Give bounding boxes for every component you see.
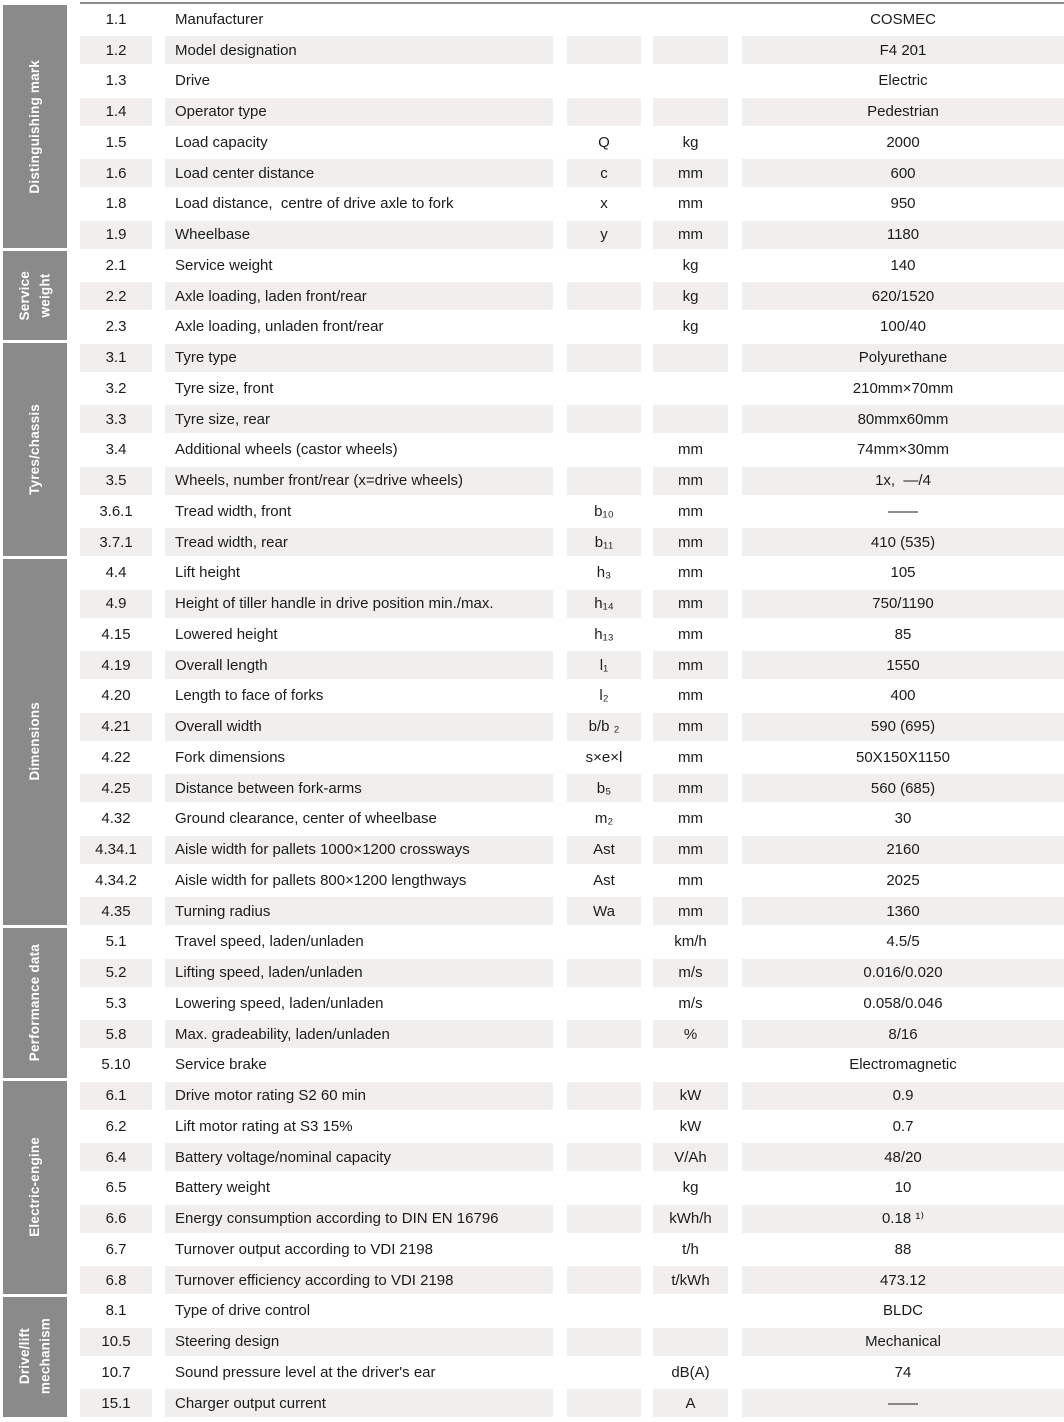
row-unit: mm — [678, 871, 703, 889]
row-code: 3.6.1 — [99, 502, 133, 520]
section-distinguishing-mark — [3, 5, 67, 248]
row-desc: Manufacturer — [175, 10, 264, 28]
row-value: 0.016/0.020 — [742, 959, 1064, 987]
row-symbol — [567, 375, 641, 403]
section-label: Distinguishing mark — [26, 59, 42, 194]
row-code: 3.4 — [105, 441, 127, 459]
section-service-weight — [3, 251, 67, 340]
row-desc: Sound pressure level at the driver's ear — [175, 1363, 436, 1381]
row-code: 2.1 — [105, 256, 127, 274]
row-desc: Distance between fork-arms — [165, 774, 553, 802]
row-symbol: l₁ — [567, 651, 641, 679]
row-unit: mm — [653, 774, 728, 802]
row-symbol: s×e×l — [585, 748, 623, 766]
row-unit: kWh/h — [653, 1205, 728, 1233]
row-code: 6.1 — [80, 1082, 152, 1110]
row-symbol: x — [600, 195, 608, 213]
row-symbol — [567, 36, 641, 64]
row-unit — [653, 1297, 728, 1325]
row-unit: mm — [653, 528, 728, 556]
row-desc: Turnover efficiency according to VDI 2198 — [165, 1266, 553, 1294]
row-value: 10 — [894, 1179, 912, 1197]
row-symbol — [567, 1328, 641, 1356]
row-unit — [653, 67, 728, 95]
row-code: 6.4 — [80, 1143, 152, 1171]
row-desc: Charger output current — [165, 1389, 553, 1417]
row-code: 5.1 — [105, 933, 127, 951]
row-unit: mm — [653, 836, 728, 864]
row-symbol — [567, 405, 641, 433]
row-desc: Steering design — [165, 1328, 553, 1356]
row-unit: mm — [653, 467, 728, 495]
row-symbol: y — [567, 221, 641, 249]
row-symbol — [567, 1236, 641, 1264]
row-code: 3.7.1 — [80, 528, 152, 556]
row-value: 80mmx60mm — [742, 405, 1064, 433]
row-symbol: h₁₃ — [594, 625, 614, 643]
row-value: —— — [742, 1389, 1064, 1417]
row-symbol — [567, 1143, 641, 1171]
row-desc: Height of tiller handle in drive position min./max. — [165, 590, 553, 618]
row-code: 1.9 — [80, 221, 152, 249]
row-desc: Service weight — [175, 256, 273, 274]
row-symbol: b₅ — [567, 774, 641, 802]
row-desc: Axle loading, laden front/rear — [165, 282, 553, 310]
row-symbol — [567, 67, 641, 95]
row-code: 3.2 — [105, 379, 127, 397]
row-desc: Load distance, centre of drive axle to fork — [175, 195, 454, 213]
row-desc: Wheels, number front/rear (x=drive wheels) — [165, 467, 553, 495]
row-desc: Lift height — [175, 564, 241, 582]
row-desc: Overall length — [165, 651, 553, 679]
row-unit — [653, 6, 728, 34]
row-unit: mm — [653, 590, 728, 618]
row-value: 1x, —/4 — [742, 467, 1064, 495]
section-drive-lift-mechanism — [3, 1297, 67, 1417]
row-value: 400 — [890, 687, 916, 705]
row-value: 210mm×70mm — [852, 379, 954, 397]
section-label: Tyres/chassis — [26, 403, 42, 495]
row-symbol — [567, 98, 641, 126]
row-code: 1.2 — [80, 36, 152, 64]
row-value: F4 201 — [742, 36, 1064, 64]
row-desc: Battery weight — [175, 1179, 271, 1197]
row-symbol — [567, 1020, 641, 1048]
row-unit: V/Ah — [653, 1143, 728, 1171]
row-unit: kW — [679, 1117, 702, 1135]
row-code: 4.22 — [101, 748, 131, 766]
row-code: 1.3 — [105, 72, 127, 90]
row-unit: mm — [678, 687, 703, 705]
row-symbol — [567, 344, 641, 372]
row-symbol — [567, 1266, 641, 1294]
row-desc: Load capacity — [175, 133, 268, 151]
row-value: 85 — [894, 625, 912, 643]
row-code: 2.3 — [105, 318, 127, 336]
row-value: Mechanical — [742, 1328, 1064, 1356]
row-desc: Energy consumption according to DIN EN 16796 — [165, 1205, 553, 1233]
row-unit: mm — [678, 441, 703, 459]
row-value: Pedestrian — [742, 98, 1064, 126]
row-desc: Ground clearance, center of wheelbase — [175, 810, 437, 828]
row-unit: m/s — [653, 959, 728, 987]
row-desc: Model designation — [165, 36, 553, 64]
row-value: 600 — [742, 159, 1064, 187]
row-unit: kg — [682, 133, 699, 151]
row-value: 2000 — [886, 133, 920, 151]
row-value: 88 — [894, 1240, 912, 1258]
row-code: 5.2 — [80, 959, 152, 987]
row-symbol — [567, 252, 641, 280]
row-desc: Aisle width for pallets 1000×1200 crossways — [165, 836, 553, 864]
row-code: 1.1 — [105, 10, 127, 28]
row-unit: mm — [653, 651, 728, 679]
row-unit: kg — [682, 256, 699, 274]
row-desc: Tyre type — [165, 344, 553, 372]
row-unit: % — [653, 1020, 728, 1048]
row-code: 1.6 — [80, 159, 152, 187]
row-symbol: Ast — [593, 871, 615, 889]
row-unit: t/h — [682, 1240, 699, 1258]
row-desc: Length to face of forks — [175, 687, 324, 705]
row-unit: mm — [653, 713, 728, 741]
row-value: 2025 — [886, 871, 920, 889]
row-desc: Load center distance — [165, 159, 553, 187]
row-value: BLDC — [882, 1302, 923, 1320]
row-unit: mm — [678, 625, 703, 643]
row-code: 5.3 — [105, 994, 127, 1012]
row-value: 50X150X1150 — [856, 748, 950, 766]
row-desc: Turning radius — [165, 897, 553, 925]
row-symbol: b₁₁ — [567, 528, 641, 556]
row-symbol — [567, 1205, 641, 1233]
row-value: 48/20 — [742, 1143, 1064, 1171]
row-unit — [653, 98, 728, 126]
row-symbol: l₂ — [599, 687, 609, 705]
row-symbol: Q — [598, 133, 610, 151]
row-value: 105 — [890, 564, 916, 582]
row-value: Electromagnetic — [849, 1056, 957, 1074]
row-symbol: h₁₄ — [567, 590, 641, 618]
row-value: —— — [888, 502, 918, 520]
row-value: Polyurethane — [742, 344, 1064, 372]
row-code: 3.3 — [80, 405, 152, 433]
section-tyres-chassis — [3, 343, 67, 555]
row-value: 100/40 — [880, 318, 926, 336]
row-value: 0.18 ¹⁾ — [742, 1205, 1064, 1233]
section-label: Electric-engine — [26, 1137, 42, 1238]
row-code: 4.15 — [101, 625, 131, 643]
row-desc: Travel speed, laden/unladen — [175, 933, 364, 951]
row-desc: Lowered height — [175, 625, 278, 643]
row-symbol — [567, 1174, 641, 1202]
row-unit: dB(A) — [671, 1363, 710, 1381]
row-value: 0.7 — [892, 1117, 914, 1135]
row-value: 1550 — [742, 651, 1064, 679]
row-code: 1.4 — [80, 98, 152, 126]
row-unit: mm — [678, 195, 703, 213]
row-symbol: Ast — [567, 836, 641, 864]
section-label: Performance data — [26, 944, 42, 1062]
row-code: 6.7 — [105, 1240, 127, 1258]
row-value: 2160 — [742, 836, 1064, 864]
row-symbol — [567, 928, 641, 956]
row-value: 473.12 — [742, 1266, 1064, 1294]
row-code: 1.8 — [105, 195, 127, 213]
row-desc: Aisle width for pallets 800×1200 lengthways — [175, 871, 467, 889]
row-desc: Tyre size, rear — [165, 405, 553, 433]
row-code: 6.2 — [105, 1117, 127, 1135]
row-unit: mm — [678, 502, 703, 520]
row-value: 1360 — [742, 897, 1064, 925]
row-value: 4.5/5 — [886, 933, 920, 951]
row-code: 4.4 — [105, 564, 127, 582]
row-desc: Lift motor rating at S3 15% — [175, 1117, 353, 1135]
section-electric-engine — [3, 1081, 67, 1293]
row-code: 4.21 — [80, 713, 152, 741]
row-desc: Tread width, rear — [165, 528, 553, 556]
row-symbol — [567, 1051, 641, 1079]
row-code: 4.35 — [80, 897, 152, 925]
row-unit: mm — [653, 221, 728, 249]
spec-table — [3, 4, 1064, 1419]
row-unit: kg — [682, 318, 699, 336]
row-symbol: h₃ — [596, 564, 612, 582]
row-symbol: m₂ — [594, 810, 614, 828]
row-unit: kg — [682, 1179, 699, 1197]
row-desc: Max. gradeability, laden/unladen — [165, 1020, 553, 1048]
row-unit — [653, 375, 728, 403]
row-desc: Axle loading, unladen front/rear — [175, 318, 384, 336]
row-code: 15.1 — [80, 1389, 152, 1417]
row-value: 140 — [890, 256, 916, 274]
row-desc: Drive — [175, 72, 211, 90]
row-symbol: b/b ₂ — [567, 713, 641, 741]
row-value: COSMEC — [870, 10, 936, 28]
row-unit: t/kWh — [653, 1266, 728, 1294]
row-desc: Tyre size, front — [175, 379, 274, 397]
row-desc: Overall width — [165, 713, 553, 741]
row-unit: mm — [678, 564, 703, 582]
row-code: 4.32 — [101, 810, 131, 828]
row-unit: A — [653, 1389, 728, 1417]
row-code: 4.19 — [80, 651, 152, 679]
row-unit — [653, 1328, 728, 1356]
row-symbol — [567, 1389, 641, 1417]
row-desc: Service brake — [175, 1056, 267, 1074]
row-desc: Type of drive control — [175, 1302, 311, 1320]
row-symbol — [567, 436, 641, 464]
row-desc: Tread width, front — [175, 502, 292, 520]
row-value: 750/1190 — [742, 590, 1064, 618]
row-desc: Battery voltage/nominal capacity — [165, 1143, 553, 1171]
row-value: 0.058/0.046 — [863, 994, 943, 1012]
row-symbol: b₁₀ — [594, 502, 614, 520]
row-code: 6.6 — [80, 1205, 152, 1233]
row-code: 2.2 — [80, 282, 152, 310]
row-desc: Fork dimensions — [175, 748, 286, 766]
row-code: 4.34.2 — [95, 871, 137, 889]
section-dimensions — [3, 559, 67, 925]
row-symbol — [567, 1082, 641, 1110]
section-label: Service weight — [16, 270, 52, 321]
row-unit — [653, 1051, 728, 1079]
row-symbol — [567, 1113, 641, 1141]
row-unit: mm — [653, 159, 728, 187]
row-code: 10.7 — [101, 1363, 131, 1381]
row-code: 3.1 — [80, 344, 152, 372]
row-value: 620/1520 — [742, 282, 1064, 310]
row-unit: mm — [678, 810, 703, 828]
row-value: 560 (685) — [742, 774, 1064, 802]
row-code: 8.1 — [105, 1302, 127, 1320]
row-unit: km/h — [674, 933, 707, 951]
row-value: 950 — [890, 195, 916, 213]
row-code: 4.25 — [80, 774, 152, 802]
row-unit: m/s — [678, 994, 703, 1012]
row-desc: Lifting speed, laden/unladen — [165, 959, 553, 987]
row-code: 1.5 — [105, 133, 127, 151]
row-code: 4.9 — [80, 590, 152, 618]
row-value: 1180 — [742, 221, 1064, 249]
row-value: 8/16 — [742, 1020, 1064, 1048]
row-value: 74 — [894, 1363, 912, 1381]
row-code: 6.8 — [80, 1266, 152, 1294]
row-code: 6.5 — [105, 1179, 127, 1197]
row-value: 74mm×30mm — [856, 441, 950, 459]
row-symbol — [567, 6, 641, 34]
row-code: 5.10 — [101, 1056, 131, 1074]
row-code: 10.5 — [80, 1328, 152, 1356]
row-code: 4.34.1 — [80, 836, 152, 864]
section-label: Dimensions — [26, 702, 42, 781]
row-desc: Lowering speed, laden/unladen — [175, 994, 384, 1012]
row-unit: kg — [653, 282, 728, 310]
row-code: 3.5 — [80, 467, 152, 495]
section-label: Drive/lift mechanism — [16, 1318, 52, 1395]
row-value: 30 — [894, 810, 912, 828]
row-unit: mm — [653, 897, 728, 925]
row-symbol — [567, 313, 641, 341]
row-desc: Operator type — [165, 98, 553, 126]
row-code: 4.20 — [101, 687, 131, 705]
row-value: 590 (695) — [742, 713, 1064, 741]
row-symbol — [567, 990, 641, 1018]
section-performance-data — [3, 928, 67, 1079]
row-desc: Turnover output according to VDI 2198 — [175, 1240, 433, 1258]
row-desc: Wheelbase — [165, 221, 553, 249]
row-code: 5.8 — [80, 1020, 152, 1048]
row-value: Electric — [878, 72, 928, 90]
row-unit — [653, 405, 728, 433]
row-symbol — [567, 282, 641, 310]
row-desc: Additional wheels (castor wheels) — [175, 441, 398, 459]
row-value: 0.9 — [742, 1082, 1064, 1110]
row-unit: kW — [653, 1082, 728, 1110]
row-symbol — [567, 1359, 641, 1387]
row-symbol: Wa — [567, 897, 641, 925]
row-unit — [653, 344, 728, 372]
row-unit — [653, 36, 728, 64]
row-unit: mm — [678, 748, 703, 766]
row-symbol: c — [567, 159, 641, 187]
row-symbol — [567, 1297, 641, 1325]
row-value: 410 (535) — [742, 528, 1064, 556]
row-symbol — [567, 467, 641, 495]
row-symbol — [567, 959, 641, 987]
row-desc: Drive motor rating S2 60 min — [165, 1082, 553, 1110]
